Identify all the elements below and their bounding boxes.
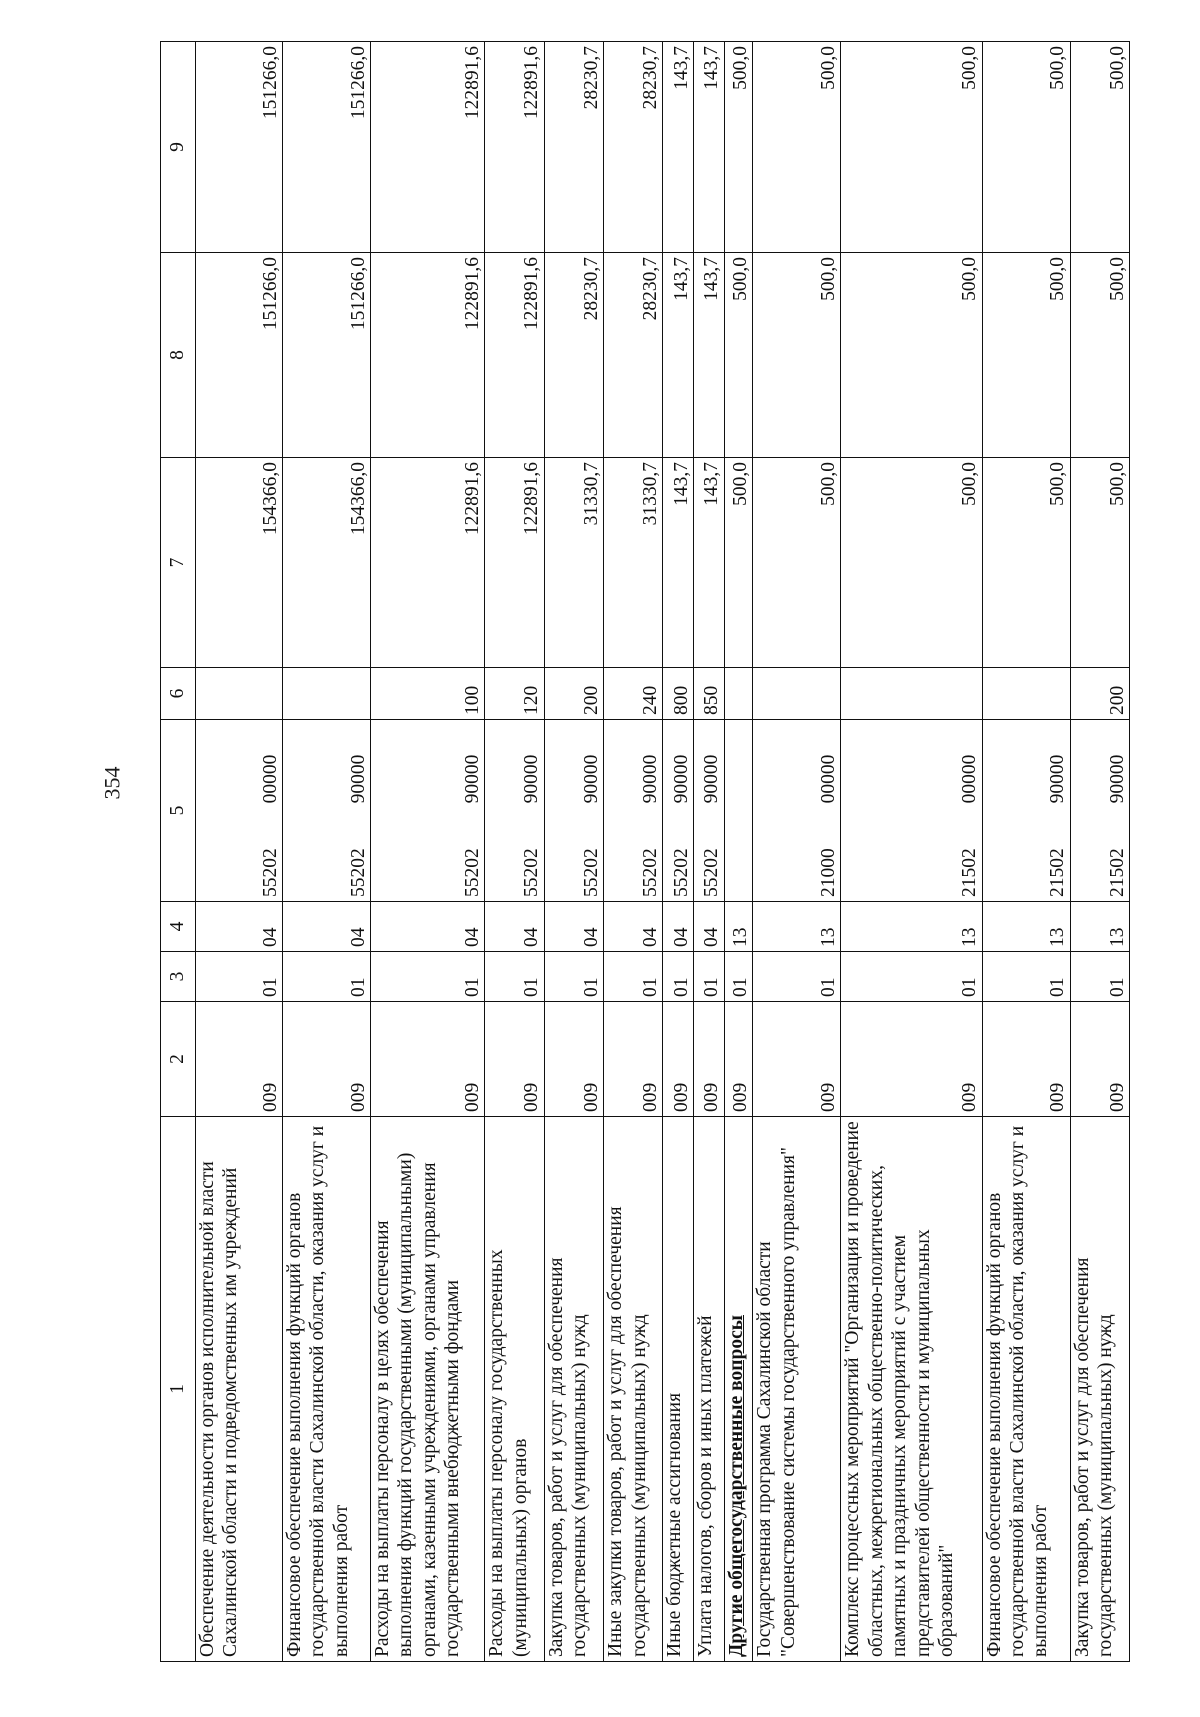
amount-col-9-cell: 151266,0 (282, 42, 370, 253)
section-code-cell: 01 (663, 952, 694, 1002)
amount-col-8-cell: 500,0 (753, 253, 841, 458)
target-article-cell: 55202 90000 (663, 720, 694, 902)
row-name-cell: Расходы на выплаты персоналу в целях обеспечения выполнения функций государственными (муниципальными) органами, казенными учреждениями, органами управления государственными внебюджетными фондами (370, 1117, 485, 1662)
expense-type-cell (282, 668, 370, 720)
amount-col-8-cell: 500,0 (841, 253, 982, 458)
target-article-cell: 21502 00000 (841, 720, 982, 902)
amount-col-7-cell: 122891,6 (485, 458, 544, 668)
subsection-code-cell: 13 (724, 902, 753, 952)
ministry-code-cell: 009 (753, 1002, 841, 1117)
target-article-cell: 55202 90000 (485, 720, 544, 902)
expense-type-cell (982, 668, 1070, 720)
table-row (196, 42, 283, 1662)
table-row (841, 42, 982, 1662)
header-row (161, 42, 196, 1662)
expense-type-cell: 850 (694, 668, 725, 720)
amount-col-8-cell: 28230,7 (544, 253, 603, 458)
subsection-code-cell: 04 (663, 902, 694, 952)
expense-type-cell (196, 668, 283, 720)
ministry-code-cell: 009 (485, 1002, 544, 1117)
header-col-3: 3 (161, 952, 196, 1002)
ministry-code-cell: 009 (370, 1002, 485, 1117)
header-col-4: 4 (161, 902, 196, 952)
amount-col-8-cell: 143,7 (663, 253, 694, 458)
table-row (282, 42, 370, 1662)
amount-col-9-cell: 28230,7 (544, 42, 603, 253)
header-col-6: 6 (161, 668, 196, 720)
amount-col-9-cell: 143,7 (694, 42, 725, 253)
target-article-cell: 55202 00000 (196, 720, 283, 902)
header-col-7: 7 (161, 458, 196, 668)
row-name-cell: Обеспечение деятельности органов исполнительной власти Сахалинской области и подведомственных им учреждений (196, 1117, 283, 1662)
ministry-code-cell: 009 (1070, 1002, 1129, 1117)
table-row (753, 42, 841, 1662)
section-code-cell: 01 (982, 952, 1070, 1002)
table-row (724, 42, 753, 1662)
header-col-5: 5 (161, 720, 196, 902)
budget-table (160, 41, 1130, 1662)
amount-col-7-cell: 31330,7 (544, 458, 603, 668)
amount-col-7-cell: 143,7 (663, 458, 694, 668)
subsection-code-cell: 13 (1070, 902, 1129, 952)
amount-col-7-cell: 500,0 (1070, 458, 1129, 668)
amount-col-7-cell: 154366,0 (196, 458, 283, 668)
row-name-cell: Финансовое обеспечение выполнения функций органов государственной власти Сахалинской области, оказания услуг и выполнения работ (982, 1117, 1070, 1662)
target-article-cell: 21502 90000 (1070, 720, 1129, 902)
amount-col-8-cell: 151266,0 (196, 253, 283, 458)
amount-col-8-cell: 151266,0 (282, 253, 370, 458)
row-name-cell: Уплата налогов, сборов и иных платежей (694, 1117, 725, 1662)
expense-type-cell: 120 (485, 668, 544, 720)
row-name-cell: Иные закупки товаров, работ и услуг для обеспечения государственных (муниципальных) нужд (604, 1117, 663, 1662)
target-article-cell: 21502 90000 (982, 720, 1070, 902)
section-code-cell: 01 (694, 952, 725, 1002)
section-code-cell: 01 (1070, 952, 1129, 1002)
ministry-code-cell: 009 (841, 1002, 982, 1117)
section-code-cell: 01 (485, 952, 544, 1002)
row-name-cell: Закупка товаров, работ и услуг для обеспечения государственных (муниципальных) нужд (544, 1117, 603, 1662)
row-name-cell: Закупка товаров, работ и услуг для обеспечения государственных (муниципальных) нужд (1070, 1117, 1129, 1662)
row-name-cell: Комплекс процессных мероприятий "Организация и проведение областных, межрегиональных общественно-политических, памятных и праздничных мероприятий с участием представителей общественности и муниципальных образований" (841, 1117, 982, 1662)
section-code-cell: 01 (604, 952, 663, 1002)
ministry-code-cell: 009 (604, 1002, 663, 1117)
row-name-cell: Иные бюджетные ассигнования (663, 1117, 694, 1662)
amount-col-9-cell: 151266,0 (196, 42, 283, 253)
section-code-cell: 01 (753, 952, 841, 1002)
amount-col-7-cell: 500,0 (724, 458, 753, 668)
amount-col-9-cell: 500,0 (982, 42, 1070, 253)
target-article-cell: 55202 90000 (370, 720, 485, 902)
table-row (604, 42, 663, 1662)
expense-type-cell: 200 (544, 668, 603, 720)
section-code-cell: 01 (282, 952, 370, 1002)
amount-col-7-cell: 500,0 (982, 458, 1070, 668)
section-code-cell: 01 (196, 952, 283, 1002)
amount-col-7-cell: 31330,7 (604, 458, 663, 668)
row-name-cell: Государственная программа Сахалинской области "Совершенствование системы государственного управления" (753, 1117, 841, 1662)
amount-col-9-cell: 500,0 (841, 42, 982, 253)
section-code-cell: 01 (544, 952, 603, 1002)
table-row (485, 42, 544, 1662)
expense-type-cell (841, 668, 982, 720)
amount-col-7-cell: 154366,0 (282, 458, 370, 668)
ministry-code-cell: 009 (544, 1002, 603, 1117)
section-code-cell: 01 (724, 952, 753, 1002)
header-col-1: 1 (161, 1117, 196, 1662)
subsection-code-cell: 04 (694, 902, 725, 952)
amount-col-8-cell: 122891,6 (370, 253, 485, 458)
amount-col-7-cell: 500,0 (841, 458, 982, 668)
target-article-cell: 55202 90000 (604, 720, 663, 902)
target-article-cell: 55202 90000 (282, 720, 370, 902)
subsection-code-cell: 04 (282, 902, 370, 952)
table-row (663, 42, 694, 1662)
amount-col-7-cell: 122891,6 (370, 458, 485, 668)
header-col-9: 9 (161, 42, 196, 253)
target-article-cell: 21000 00000 (753, 720, 841, 902)
ministry-code-cell: 009 (982, 1002, 1070, 1117)
subsection-code-cell: 04 (485, 902, 544, 952)
amount-col-8-cell: 143,7 (694, 253, 725, 458)
amount-col-9-cell: 500,0 (753, 42, 841, 253)
ministry-code-cell: 009 (196, 1002, 283, 1117)
target-article-cell (724, 720, 753, 902)
amount-col-9-cell: 122891,6 (370, 42, 485, 253)
subsection-code-cell: 04 (196, 902, 283, 952)
amount-col-8-cell: 122891,6 (485, 253, 544, 458)
target-article-cell: 55202 90000 (544, 720, 603, 902)
subsection-code-cell: 13 (982, 902, 1070, 952)
row-name-cell: Расходы на выплаты персоналу государственных (муниципальных) органов (485, 1117, 544, 1662)
expense-type-cell: 240 (604, 668, 663, 720)
ministry-code-cell: 009 (694, 1002, 725, 1117)
amount-col-8-cell: 500,0 (1070, 253, 1129, 458)
rotated-page-content (160, 42, 1130, 1662)
table-row (1070, 42, 1129, 1662)
row-name-cell: Другие общегосударственные вопросы (724, 1117, 753, 1662)
header-col-2: 2 (161, 1002, 196, 1117)
amount-col-8-cell: 28230,7 (604, 253, 663, 458)
table-row (694, 42, 725, 1662)
subsection-code-cell: 13 (841, 902, 982, 952)
table-row (982, 42, 1070, 1662)
amount-col-8-cell: 500,0 (982, 253, 1070, 458)
amount-col-7-cell: 500,0 (753, 458, 841, 668)
expense-type-cell (753, 668, 841, 720)
subsection-code-cell: 04 (544, 902, 603, 952)
expense-type-cell: 800 (663, 668, 694, 720)
table-row (544, 42, 603, 1662)
target-article-cell: 55202 90000 (694, 720, 725, 902)
expense-type-cell: 200 (1070, 668, 1129, 720)
amount-col-9-cell: 122891,6 (485, 42, 544, 253)
ministry-code-cell: 009 (663, 1002, 694, 1117)
subsection-code-cell: 13 (753, 902, 841, 952)
amount-col-7-cell: 143,7 (694, 458, 725, 668)
ministry-code-cell: 009 (724, 1002, 753, 1117)
amount-col-8-cell: 500,0 (724, 253, 753, 458)
section-code-cell: 01 (370, 952, 485, 1002)
row-name-cell: Финансовое обеспечение выполнения функций органов государственной власти Сахалинской области, оказания услуг и выполнения работ (282, 1117, 370, 1662)
expense-type-cell: 100 (370, 668, 485, 720)
amount-col-9-cell: 28230,7 (604, 42, 663, 253)
ministry-code-cell: 009 (282, 1002, 370, 1117)
page-number: 354 (99, 766, 125, 800)
section-code-cell: 01 (841, 952, 982, 1002)
subsection-code-cell: 04 (604, 902, 663, 952)
amount-col-9-cell: 500,0 (1070, 42, 1129, 253)
expense-type-cell (724, 668, 753, 720)
table-row (370, 42, 485, 1662)
amount-col-9-cell: 143,7 (663, 42, 694, 253)
subsection-code-cell: 04 (370, 902, 485, 952)
header-col-8: 8 (161, 253, 196, 458)
amount-col-9-cell: 500,0 (724, 42, 753, 253)
